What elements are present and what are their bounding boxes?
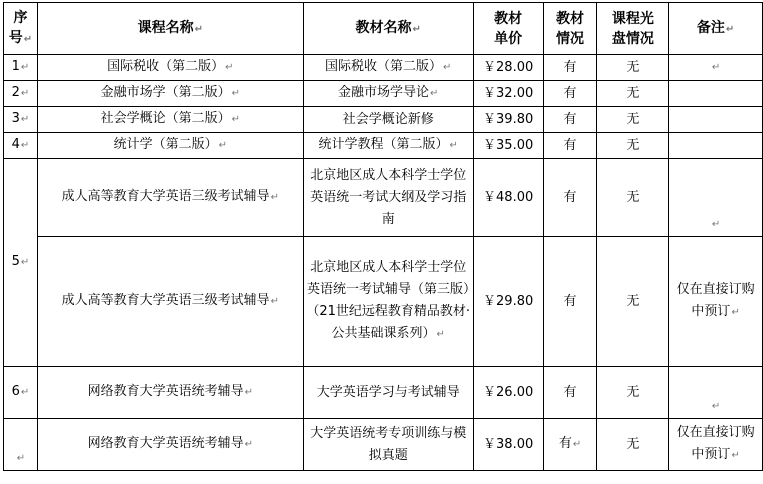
status-cell: 有 bbox=[543, 237, 597, 367]
textbook-cell: 北京地区成人本科学士学位英语统一考试大纲及学习指南 bbox=[303, 159, 473, 237]
course-cell: 社会学概论（第二版）↵ bbox=[37, 107, 303, 133]
course-cell: 金融市场学（第二版）↵ bbox=[37, 81, 303, 107]
cd-cell: 无 bbox=[597, 55, 669, 81]
cd-cell: 无 bbox=[597, 81, 669, 107]
table-row bbox=[4, 55, 763, 81]
note-cell bbox=[669, 107, 763, 133]
textbook-cell: 大学英语统考专项训练与模拟真题 bbox=[303, 419, 473, 471]
price-cell: ￥48.00 bbox=[473, 159, 543, 237]
status-cell: 有 bbox=[543, 133, 597, 159]
note-cell: 仅在直接订购中预订↵ bbox=[669, 419, 763, 471]
table-row bbox=[4, 367, 763, 419]
cd-cell: 无 bbox=[597, 107, 669, 133]
status-cell: 有 bbox=[543, 367, 597, 419]
note-cell bbox=[669, 81, 763, 107]
table-row bbox=[4, 159, 763, 237]
course-cell: 统计学（第二版）↵ bbox=[37, 133, 303, 159]
seq-cell: 1↵ bbox=[4, 55, 38, 81]
course-cell: 成人高等教育大学英语三级考试辅导↵ bbox=[37, 159, 303, 237]
note-cell bbox=[669, 133, 763, 159]
header-row bbox=[4, 3, 763, 55]
status-cell: 有 bbox=[543, 55, 597, 81]
price-cell: ￥32.00 bbox=[473, 81, 543, 107]
textbook-cell: 北京地区成人本科学士学位英语统一考试辅导（第三版）（21世纪远程教育精品教材·公共基础课系列）↵ bbox=[303, 237, 473, 367]
cd-cell: 无 bbox=[597, 159, 669, 237]
header-price: 教材 单价 bbox=[473, 3, 543, 55]
textbook-cell: 大学英语学习与考试辅导 bbox=[303, 367, 473, 419]
seq-cell: ↵ bbox=[4, 419, 38, 471]
seq-cell: 3↵ bbox=[4, 107, 38, 133]
seq-cell: 2↵ bbox=[4, 81, 38, 107]
cd-cell: 无 bbox=[597, 237, 669, 367]
table-row bbox=[4, 237, 763, 367]
price-cell: ￥39.80 bbox=[473, 107, 543, 133]
course-cell: 网络教育大学英语统考辅导↵ bbox=[37, 367, 303, 419]
table-row bbox=[4, 81, 763, 107]
note-cell: ↵ bbox=[669, 367, 763, 419]
textbook-cell: 金融市场学导论↵ bbox=[303, 81, 473, 107]
textbook-cell: 国际税收（第二版）↵ bbox=[303, 55, 473, 81]
table-row bbox=[4, 107, 763, 133]
header-course: 课程名称↵ bbox=[37, 3, 303, 55]
note-cell: ↵ bbox=[669, 159, 763, 237]
price-cell: ￥29.80 bbox=[473, 237, 543, 367]
header-textbook: 教材名称↵ bbox=[303, 3, 473, 55]
cd-cell: 无 bbox=[597, 367, 669, 419]
document-page bbox=[3, 2, 763, 471]
seq-cell: 5↵ bbox=[4, 159, 38, 367]
note-cell: ↵ bbox=[669, 55, 763, 81]
header-note: 备注↵ bbox=[669, 3, 763, 55]
table-row bbox=[4, 133, 763, 159]
seq-cell: 4↵ bbox=[4, 133, 38, 159]
table-row bbox=[4, 419, 763, 471]
course-cell: 成人高等教育大学英语三级考试辅导↵ bbox=[37, 237, 303, 367]
course-cell: 国际税收（第二版）↵ bbox=[37, 55, 303, 81]
status-cell: 有 bbox=[543, 159, 597, 237]
price-cell: ￥38.00 bbox=[473, 419, 543, 471]
textbook-cell: 统计学教程（第二版）↵ bbox=[303, 133, 473, 159]
cd-cell: 无 bbox=[597, 419, 669, 471]
status-cell: 有 bbox=[543, 107, 597, 133]
status-cell: 有 bbox=[543, 81, 597, 107]
price-cell: ￥35.00 bbox=[473, 133, 543, 159]
header-status: 教材 情况 bbox=[543, 3, 597, 55]
price-cell: ￥26.00 bbox=[473, 367, 543, 419]
status-cell: 有↵ bbox=[543, 419, 597, 471]
course-cell: 网络教育大学英语统考辅导↵ bbox=[37, 419, 303, 471]
price-cell: ￥28.00 bbox=[473, 55, 543, 81]
cd-cell: 无 bbox=[597, 133, 669, 159]
textbook-table bbox=[3, 2, 763, 471]
header-cd: 课程光 盘情况 bbox=[597, 3, 669, 55]
header-seq: 序 号↵ bbox=[4, 3, 38, 55]
note-cell: 仅在直接订购中预订↵ bbox=[669, 237, 763, 367]
seq-cell: 6↵ bbox=[4, 367, 38, 419]
textbook-cell: 社会学概论新修 bbox=[303, 107, 473, 133]
